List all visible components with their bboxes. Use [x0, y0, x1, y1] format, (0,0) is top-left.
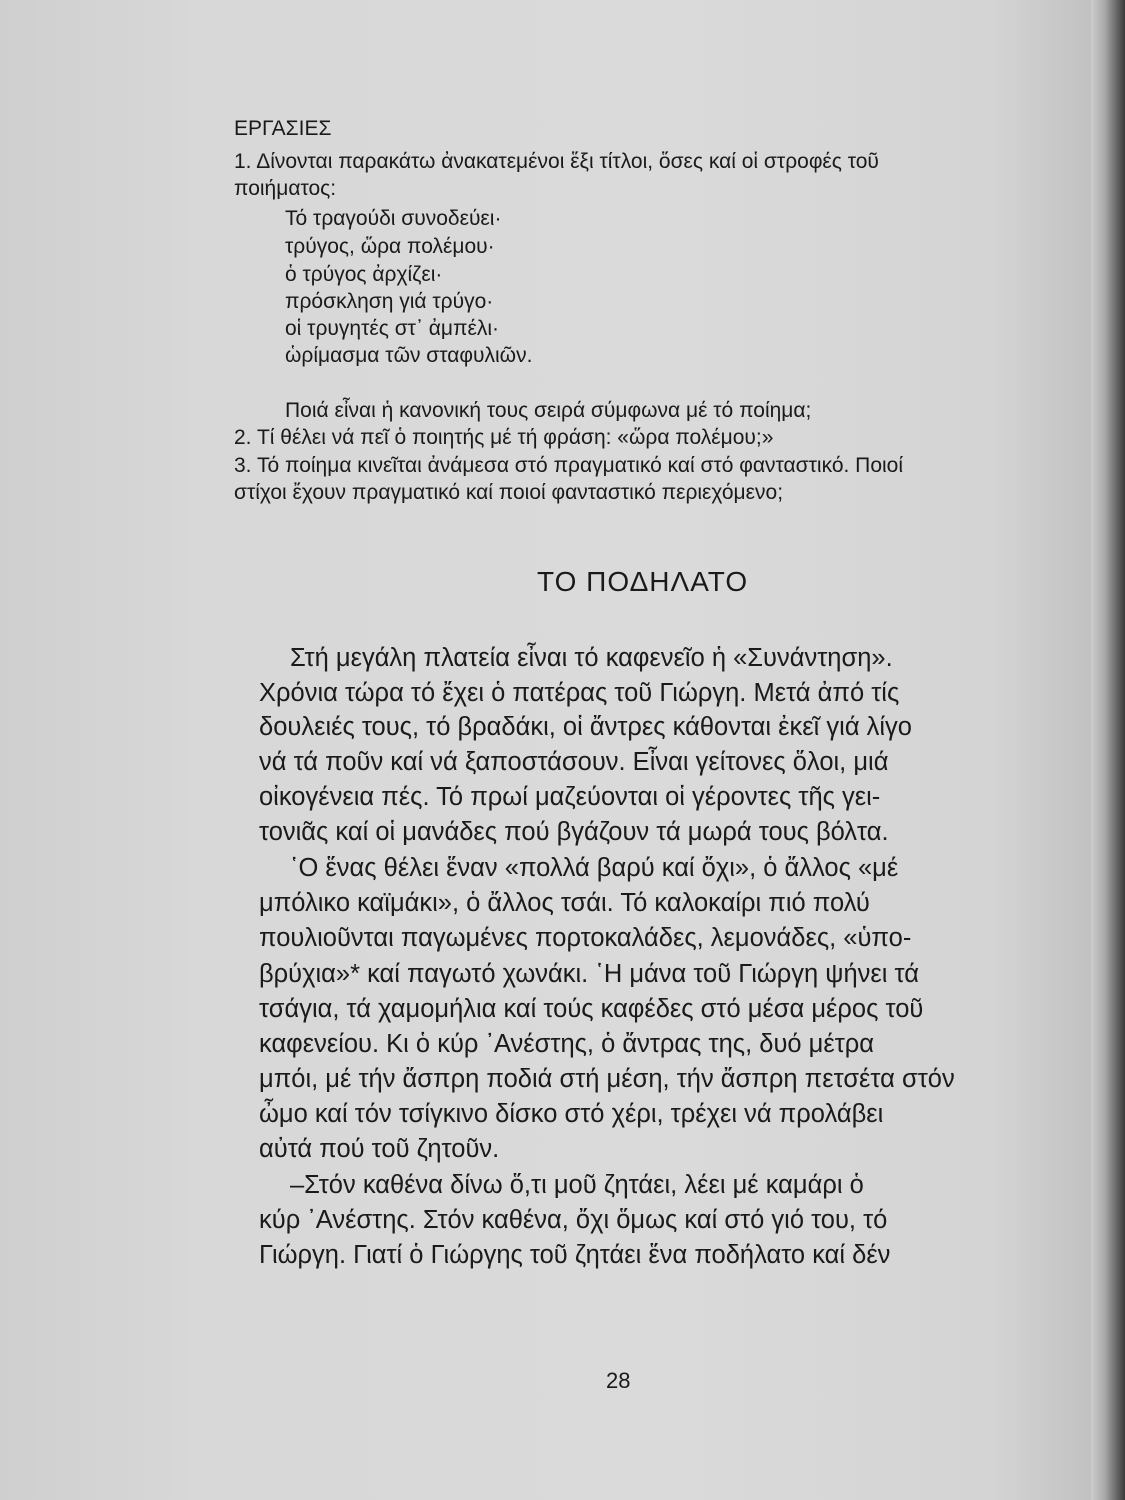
- stanza-title-3: ὁ τρύγος ἀρχίζει·: [285, 263, 443, 286]
- exercise-3-line-1: 3. Τό ποίημα κινεῖται ἀνάμεσα στό πραγματικό καί στό φανταστικό. Ποιοί: [234, 454, 904, 477]
- exercise-1-question: Ποιά εἶναι ἡ κανονική τους σειρά σύμφωνα μέ τό ποίημα;: [285, 399, 812, 422]
- stanza-title-1: Τό τραγούδι συνοδεύει·: [285, 207, 502, 230]
- exercise-3-line-2: στίχοι ἔχουν πραγματικό καί ποιοί φανταστικό περιεχόμενο;: [234, 481, 784, 504]
- article-line-14: ὦμο καί τόν τσίγκινο δίσκο στό χέρι, τρέχει νά προλάβει: [259, 1100, 884, 1128]
- article-title: ΤΟ ΠΟΔΗΛΑΤΟ: [537, 566, 749, 597]
- stanza-title-5: οἱ τρυγητές στ᾿ ἀμπέλι·: [285, 317, 500, 340]
- article-line-10: βρύχια»* καί παγωτό χωνάκι. ῾Η μάνα τοῦ Γιώργη ψήνει τά: [259, 960, 919, 988]
- book-spine-shadow: [1091, 0, 1125, 1500]
- article-line-1: Στή μεγάλη πλατεία εἶναι τό καφενεῖο ἡ «Συνάντηση».: [290, 644, 893, 672]
- exercises-heading: ΕΡΓΑΣΙΕΣ: [234, 117, 332, 140]
- article-line-17: κύρ ᾿Ανέστης. Στόν καθένα, ὄχι ὅμως καί στό γιό του, τό: [259, 1206, 888, 1234]
- article-line-16: –Στόν καθένα δίνω ὅ,τι μοῦ ζητάει, λέει μέ καμάρι ὁ: [290, 1171, 864, 1199]
- article-line-6: τονιᾶς καί οἱ μανάδες πού βγάζουν τά μωρά τους βόλτα.: [259, 818, 889, 846]
- article-line-5: οἰκογένεια πές. Τό πρωί μαζεύονται οἱ γέροντες τῆς γει-: [259, 783, 881, 811]
- stanza-title-4: πρόσκληση γιά τρύγο·: [285, 290, 494, 313]
- exercise-1-line-2: ποιήματος:: [234, 177, 337, 200]
- article-line-3: δουλειές τους, τό βραδάκι, οἱ ἄντρες κάθονται ἐκεῖ γιά λίγο: [259, 713, 912, 741]
- article-line-12: καφενείου. Κι ὁ κύρ ᾿Ανέστης, ὁ ἄντρας της, δυό μέτρα: [259, 1030, 875, 1058]
- article-line-18: Γιώργη. Γιατί ὁ Γιώργης τοῦ ζητάει ἕνα ποδήλατο καί δέν: [259, 1241, 891, 1269]
- article-line-8: μπόλικο καϊμάκι», ὁ ἄλλος τσάι. Τό καλοκαίρι πιό πολύ: [259, 889, 870, 917]
- page-number: 28: [606, 1368, 631, 1393]
- article-line-15: αὐτά πού τοῦ ζητοῦν.: [259, 1135, 500, 1163]
- article-line-13: μπόι, μέ τήν ἄσπρη ποδιά στή μέση, τήν ἄσπρη πετσέτα στόν: [259, 1065, 955, 1093]
- article-line-2: Χρόνια τώρα τό ἔχει ὁ πατέρας τοῦ Γιώργη. Μετά ἀπό τίς: [259, 679, 900, 707]
- article-line-4: νά τά ποῦν καί νά ξαποστάσουν. Εἶναι γείτονες ὅλοι, μιά: [259, 748, 889, 776]
- exercise-1-line-1: 1. Δίνονται παρακάτω ἀνακατεμένοι ἕξι τίτλοι, ὅσες καί οἱ στροφές τοῦ: [234, 150, 879, 173]
- article-line-9: πουλιοῦνται παγωμένες πορτοκαλάδες, λεμονάδες, «ὑπο-: [259, 924, 912, 952]
- stanza-title-6: ὡρίμασμα τῶν σταφυλιῶν.: [285, 344, 533, 367]
- article-line-11: τσάγια, τά χαμομήλια καί τούς καφέδες στό μέσα μέρος τοῦ: [259, 995, 924, 1023]
- stanza-title-2: τρύγος, ὥρα πολέμου·: [285, 235, 495, 258]
- exercise-2: 2. Τί θέλει νά πεῖ ὁ ποιητής μέ τή φράση: «ὥρα πολέμου;»: [234, 426, 774, 449]
- article-line-7: ῾Ο ἕνας θέλει ἕναν «πολλά βαρύ καί ὄχι», ὁ ἄλλος «μέ: [290, 854, 899, 882]
